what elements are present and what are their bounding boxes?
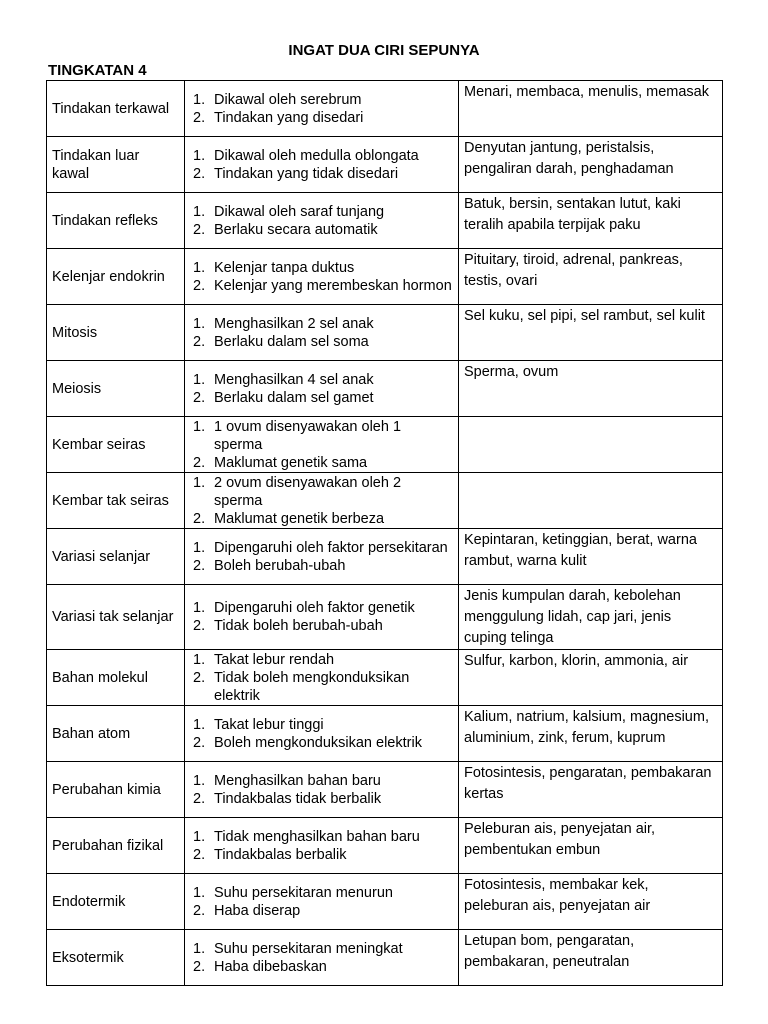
characteristics-cell: [185, 930, 459, 986]
table-row: [47, 81, 723, 137]
characteristic-item: [189, 539, 453, 557]
characteristics-list: [189, 651, 453, 705]
characteristics-cell: [185, 473, 459, 529]
examples-cell: Peleburan ais, penyejatan air, pembentukan embun: [459, 818, 723, 874]
characteristic-item: [189, 315, 453, 333]
characteristics-cell: [185, 361, 459, 417]
concept-name: Variasi tak selanjar: [47, 585, 185, 650]
characteristics-list: [189, 884, 453, 920]
item-number: 2.: [193, 109, 206, 126]
characteristic-item: [189, 109, 453, 127]
characteristics-list: [189, 418, 453, 472]
item-number: 2.: [193, 454, 206, 471]
concept-name: Bahan atom: [47, 706, 185, 762]
table-row: [47, 529, 723, 585]
item-number: 1.: [193, 772, 206, 789]
table-row: [47, 361, 723, 417]
examples-cell: Kalium, natrium, kalsium, magnesium, aluminium, zink, ferum, kuprum: [459, 706, 723, 762]
characteristics-list: [189, 539, 453, 575]
table-row: [47, 473, 723, 529]
concept-name: Endotermik: [47, 874, 185, 930]
table-row: [47, 249, 723, 305]
characteristics-list: [189, 147, 453, 183]
table-row: [47, 930, 723, 986]
concept-name: Meiosis: [47, 361, 185, 417]
concept-name: Eksotermik: [47, 930, 185, 986]
examples-cell: Kepintaran, ketinggian, berat, warna rambut, warna kulit: [459, 529, 723, 585]
concept-name: Kelenjar endokrin: [47, 249, 185, 305]
characteristic-item: [189, 846, 453, 864]
item-number: 1.: [193, 418, 206, 435]
characteristics-cell: [185, 874, 459, 930]
characteristic-item: [189, 790, 453, 808]
item-number: 2.: [193, 557, 206, 574]
characteristic-text: Tidak menghasilkan bahan baru: [214, 828, 420, 845]
characteristic-text: Tindakan yang tidak disedari: [214, 165, 399, 182]
characteristics-cell: [185, 137, 459, 193]
table-row: [47, 417, 723, 473]
characteristic-text: Tindakbalas berbalik: [214, 846, 347, 863]
characteristic-text: Tidak boleh berubah-ubah: [214, 618, 383, 634]
item-number: 2.: [193, 958, 206, 975]
characteristic-item: [189, 884, 453, 902]
item-number: 2.: [193, 165, 206, 182]
concept-name: Perubahan kimia: [47, 762, 185, 818]
item-number: 2.: [193, 902, 206, 919]
table-row: [47, 305, 723, 361]
characteristics-cell: [185, 706, 459, 762]
examples-cell: Menari, membaca, menulis, memasak: [459, 81, 723, 137]
concept-name: Tindakan luar kawal: [47, 137, 185, 193]
characteristics-cell: [185, 585, 459, 650]
characteristic-text: Dikawal oleh medulla oblongata: [214, 147, 419, 164]
characteristics-list: [189, 599, 453, 635]
examples-cell: [459, 473, 723, 529]
characteristics-cell: [185, 818, 459, 874]
characteristic-text: 2 ovum disenyawakan oleh 2 sperma: [214, 474, 402, 509]
characteristic-item: [189, 902, 453, 920]
characteristic-text: Takat lebur tinggi: [214, 716, 324, 733]
characteristic-item: [189, 418, 453, 454]
table-row: [47, 137, 723, 193]
characteristic-text: Kelenjar yang merembeskan hormon: [214, 277, 452, 294]
characteristic-item: [189, 203, 453, 221]
item-number: 1.: [193, 203, 206, 220]
characteristics-cell: [185, 305, 459, 361]
characteristic-item: [189, 91, 453, 109]
characteristic-item: [189, 510, 453, 528]
characteristic-item: [189, 734, 453, 752]
characteristic-text: Suhu persekitaran menurun: [214, 884, 393, 901]
characteristic-text: Boleh berubah-ubah: [214, 557, 346, 574]
characteristic-item: [189, 828, 453, 846]
characteristics-list: [189, 474, 453, 528]
characteristic-text: Dipengaruhi oleh faktor persekitaran: [214, 539, 448, 556]
characteristic-text: Berlaku secara automatik: [214, 221, 378, 238]
characteristic-text: Haba dibebaskan: [214, 958, 327, 975]
characteristic-item: [189, 165, 453, 183]
characteristic-text: Maklumat genetik berbeza: [214, 510, 385, 527]
characteristic-text: Tindakbalas tidak berbalik: [214, 790, 382, 807]
item-number: 1.: [193, 539, 206, 556]
characteristic-item: [189, 371, 453, 389]
item-number: 2.: [193, 846, 206, 863]
characteristic-item: [189, 716, 453, 734]
examples-cell: Sel kuku, sel pipi, sel rambut, sel kulit: [459, 305, 723, 361]
item-number: 2.: [193, 734, 206, 751]
characteristic-item: [189, 454, 453, 472]
characteristics-list: [189, 259, 453, 295]
item-number: 2.: [193, 221, 206, 238]
characteristics-cell: [185, 81, 459, 137]
characteristic-text: Menghasilkan 4 sel anak: [214, 371, 374, 388]
characteristic-text: Dikawal oleh serebrum: [214, 91, 362, 108]
characteristic-text: Berlaku dalam sel soma: [214, 333, 369, 350]
characteristic-text: Dipengaruhi oleh faktor genetik: [214, 600, 415, 616]
characteristics-list: [189, 371, 453, 407]
characteristics-list: [189, 716, 453, 752]
item-number: 1.: [193, 474, 206, 491]
concept-name: Variasi selanjar: [47, 529, 185, 585]
characteristic-item: [189, 617, 453, 635]
table-row: [47, 762, 723, 818]
characteristic-text: Haba diserap: [214, 902, 301, 919]
examples-cell: Batuk, bersin, sentakan lutut, kaki teralih apabila terpijak paku: [459, 193, 723, 249]
table-row: [47, 874, 723, 930]
item-number: 2.: [193, 790, 206, 807]
item-number: 2.: [193, 669, 206, 686]
characteristic-text: Berlaku dalam sel gamet: [214, 389, 374, 406]
examples-cell: [459, 417, 723, 473]
item-number: 2.: [193, 333, 206, 350]
characteristic-text: Tidak boleh mengkonduksikan elektrik: [214, 669, 410, 704]
characteristic-item: [189, 599, 453, 617]
characteristic-text: Takat lebur rendah: [214, 651, 335, 668]
characteristic-text: Boleh mengkonduksikan elektrik: [214, 734, 422, 751]
concept-name: Kembar tak seiras: [47, 473, 185, 529]
characteristics-list: [189, 315, 453, 351]
concept-name: Tindakan refleks: [47, 193, 185, 249]
characteristic-item: [189, 474, 453, 510]
characteristic-item: [189, 277, 453, 295]
examples-cell: Fotosintesis, membakar kek, peleburan ais, penyejatan air: [459, 874, 723, 930]
characteristic-item: [189, 221, 453, 239]
item-number: 2.: [193, 389, 206, 406]
table-row: [47, 650, 723, 706]
characteristic-item: [189, 958, 453, 976]
concept-name: Tindakan terkawal: [47, 81, 185, 137]
item-number: 1.: [193, 884, 206, 901]
concept-name: Perubahan fizikal: [47, 818, 185, 874]
concept-name: Bahan molekul: [47, 650, 185, 706]
item-number: 1.: [193, 259, 206, 276]
item-number: 2.: [193, 277, 206, 294]
characteristic-item: [189, 389, 453, 407]
item-number: 1.: [193, 91, 206, 108]
examples-cell: Letupan bom, pengaratan, pembakaran, peneutralan: [459, 930, 723, 986]
table-row: [47, 706, 723, 762]
item-number: 1.: [193, 940, 206, 957]
characteristic-text: Tindakan yang disedari: [214, 109, 364, 126]
item-number: 1.: [193, 651, 206, 668]
characteristic-item: [189, 557, 453, 575]
characteristic-text: Dikawal oleh saraf tunjang: [214, 203, 385, 220]
characteristic-text: Menghasilkan 2 sel anak: [214, 315, 374, 332]
characteristic-text: 1 ovum disenyawakan oleh 1 sperma: [214, 418, 402, 453]
table-body: [47, 81, 723, 986]
characteristic-item: [189, 147, 453, 165]
characteristics-cell: [185, 650, 459, 706]
examples-cell: Sperma, ovum: [459, 361, 723, 417]
characteristics-cell: [185, 762, 459, 818]
table-row: [47, 818, 723, 874]
characteristics-list: [189, 91, 453, 127]
form-level-heading: TINGKATAN 4: [48, 62, 147, 79]
characteristics-list: [189, 203, 453, 239]
characteristic-item: [189, 940, 453, 958]
examples-cell: Fotosintesis, pengaratan, pembakaran kertas: [459, 762, 723, 818]
characteristics-list: [189, 828, 453, 864]
item-number: 1.: [193, 371, 206, 388]
characteristic-item: [189, 333, 453, 351]
characteristic-item: [189, 259, 453, 277]
table-row: [47, 585, 723, 650]
examples-cell: Jenis kumpulan darah, kebolehan menggulung lidah, cap jari, jenis cuping telinga: [459, 585, 723, 650]
characteristic-text: Maklumat genetik sama: [214, 454, 368, 471]
examples-cell: Sulfur, karbon, klorin, ammonia, air: [459, 650, 723, 706]
item-number: 1.: [193, 147, 206, 164]
item-number: 1.: [193, 828, 206, 845]
characteristics-list: [189, 940, 453, 976]
characteristic-text: Kelenjar tanpa duktus: [214, 259, 355, 276]
concept-name: Mitosis: [47, 305, 185, 361]
characteristics-cell: [185, 417, 459, 473]
item-number: 1.: [193, 600, 206, 616]
examples-cell: Denyutan jantung, peristalsis, pengaliran darah, penghadaman: [459, 137, 723, 193]
examples-cell: Pituitary, tiroid, adrenal, pankreas, testis, ovari: [459, 249, 723, 305]
characteristics-table: [46, 80, 723, 986]
table-row: [47, 193, 723, 249]
characteristic-item: [189, 669, 453, 705]
characteristic-item: [189, 772, 453, 790]
characteristics-cell: [185, 193, 459, 249]
concept-name: Kembar seiras: [47, 417, 185, 473]
item-number: 2.: [193, 618, 206, 634]
item-number: 2.: [193, 510, 206, 527]
item-number: 1.: [193, 716, 206, 733]
page-title: INGAT DUA CIRI SEPUNYA: [288, 42, 480, 59]
item-number: 1.: [193, 315, 206, 332]
characteristic-text: Menghasilkan bahan baru: [214, 772, 381, 789]
characteristic-text: Suhu persekitaran meningkat: [214, 940, 403, 957]
characteristic-item: [189, 651, 453, 669]
characteristics-list: [189, 772, 453, 808]
characteristics-cell: [185, 249, 459, 305]
characteristics-cell: [185, 529, 459, 585]
